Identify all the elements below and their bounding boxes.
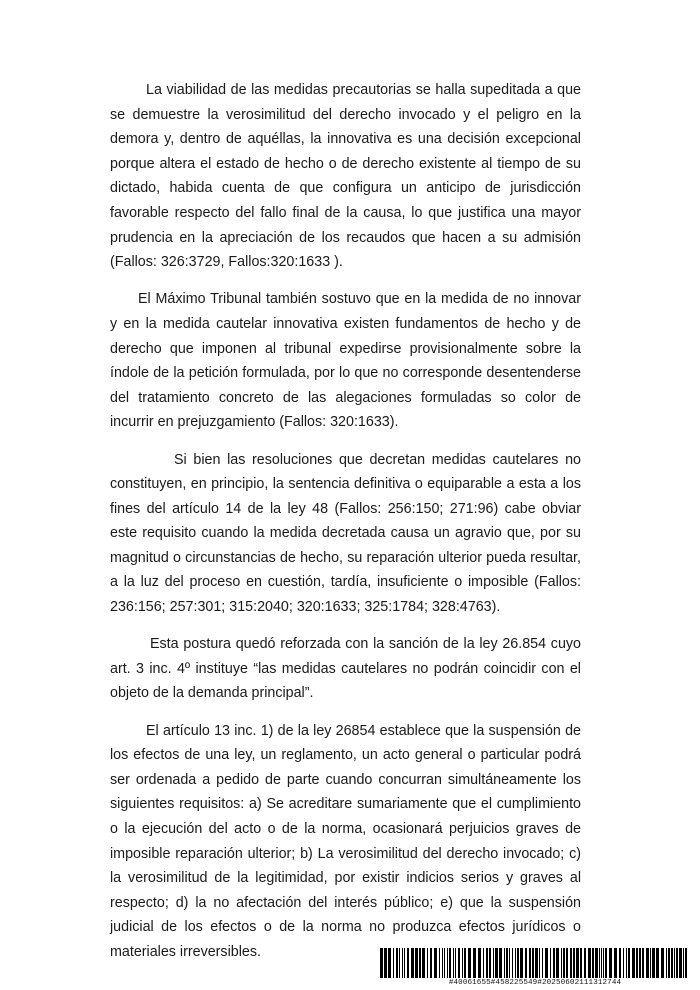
- barcode-bar: [646, 948, 649, 978]
- barcode-bar: [628, 948, 630, 978]
- barcode-bar: [605, 948, 607, 978]
- paragraph-3: Si bien las resoluciones que decretan medidas cautelares no constituyen, en principio, la sentencia definitiva o equiparable a esta a los fines del artículo 14 de la ley 48 (Fallos: 256:150; 271:96) cabe obviar este requisito cuando la medida decretada causa un agravio que, por su magnitud o circunstancias de hecho, su reparación ulterior pueda resultar, a la luz del proceso en cuestión, tardía, insuficiente o imposible (Fallos: 236:156; 257:301; 315:2040; 320:1633; 325:1784; 328:4763).: [110, 451, 581, 616]
- barcode-bar: [529, 948, 531, 978]
- paragraph-5: El artículo 13 inc. 1) de la ley 26854 establece que la suspensión de los efectos de una ley, un reglamento, un acto general o particular podrá ser ordenada a pedido de parte cuando concurran simultáneamente los siguientes requisitos: a) Se acreditare sumariamente que el cumplimiento o la ejecución del acto o de la norma, ocasionará perjuicios graves de imposible reparación ulterior; b) La verosimilitud del derecho invocado; c) la verosimilitud de la legitimidad, por existir indicios serios y graves al respecto; d) la no afectación del interés público; e) que la suspensión judicial de los efectos o de la norma no produzca efectos jurídicos o materiales irreversibles.: [110, 722, 581, 960]
- barcode-bar: [592, 948, 594, 978]
- barcode-bar: [588, 948, 591, 978]
- barcode-bar: [535, 948, 538, 978]
- barcode-bar: [473, 948, 476, 978]
- barcode-bar: [545, 948, 548, 978]
- barcode-bar: [573, 948, 575, 978]
- barcode-bar: [464, 948, 466, 978]
- barcode-bar: [623, 948, 624, 978]
- barcode-bar: [652, 948, 655, 978]
- barcode-bar: [639, 948, 641, 978]
- barcode-number: #40061655#458225549#20250602111312744: [448, 979, 622, 987]
- barcode-bar: [422, 948, 425, 978]
- barcode-bar: [580, 948, 582, 978]
- barcode-bar: [609, 948, 612, 978]
- barcode-bar: [495, 948, 498, 978]
- barcode-bar: [411, 948, 414, 978]
- barcode-bar: [489, 948, 491, 978]
- barcode-bar: [601, 948, 602, 978]
- barcode-bar: [642, 948, 644, 978]
- barcode-bar: [666, 948, 667, 978]
- barcode-bar: [685, 948, 687, 978]
- barcode-bar: [468, 948, 471, 978]
- barcode-bar: [632, 948, 635, 978]
- barcode-bar: [619, 948, 621, 978]
- barcode-bar: [674, 948, 675, 978]
- barcode-bar: [419, 948, 421, 978]
- barcode-bar: [442, 948, 443, 978]
- barcode-bar: [650, 948, 651, 978]
- barcode-bar: [415, 948, 418, 978]
- barcode-bar: [427, 948, 428, 978]
- barcode-bar: [576, 948, 579, 978]
- document-body: [110, 78, 581, 977]
- barcode-bar: [396, 948, 398, 978]
- barcode-bar: [532, 948, 534, 978]
- barcode-bar: [515, 948, 516, 978]
- barcode-bar: [566, 948, 568, 978]
- barcode-bar: [668, 948, 670, 978]
- paragraph-2: El Máximo Tribunal también sostuvo que en la medida de no innovar y en la medida cautelar innovativa existen fundamentos de hecho y de derecho que imponen al tribunal expedirse provisionalmente sobre la índole de la petición formulada, por lo que no corresponde desentenderse del tratamiento concreto de las alegaciones formuladas so color de incurrir en prejuzgamiento (Fallos: 320:1633).: [110, 291, 581, 431]
- barcode-bar: [453, 948, 454, 978]
- barcode-bar: [517, 948, 519, 978]
- barcode-bar: [393, 948, 394, 978]
- barcode-bar: [478, 948, 481, 978]
- barcode-bar: [683, 948, 684, 978]
- barcode-bar: [439, 948, 440, 978]
- barcode-bar: [614, 948, 617, 978]
- barcode-bar: [499, 948, 502, 978]
- barcode-bar: [434, 948, 437, 978]
- barcode-bar: [462, 948, 463, 978]
- barcode-bar: [636, 948, 638, 978]
- barcode-bar: [656, 948, 659, 978]
- barcode-bar: [384, 948, 387, 978]
- barcode-bar: [380, 948, 383, 978]
- barcode-bar: [553, 948, 555, 978]
- barcode-bar: [584, 948, 586, 978]
- barcode-bar: [506, 948, 508, 978]
- barcode-bar: [563, 948, 565, 978]
- barcode-bar: [512, 948, 513, 978]
- barcode-bar: [399, 948, 400, 978]
- barcode-bar: [603, 948, 604, 978]
- paragraph-4: Esta postura quedó reforzada con la sanción de la ley 26.854 cuyo art. 3 inc. 4º instituye “las medidas cautelares no podrán coincidir con el objeto de la demanda principal”.: [110, 636, 581, 702]
- barcode-bar: [449, 948, 451, 978]
- barcode-bar: [561, 948, 562, 978]
- barcode-bar: [570, 948, 572, 978]
- barcode-bar: [599, 948, 600, 978]
- barcode-bar: [486, 948, 488, 978]
- barcode-bar: [504, 948, 505, 978]
- barcode-bar: [407, 948, 409, 978]
- barcode-bar: [556, 948, 559, 978]
- barcode-bar: [525, 948, 527, 978]
- barcode-bar: [509, 948, 510, 978]
- barcode-graphic: [380, 948, 690, 978]
- barcode-bar: [550, 948, 551, 978]
- barcode-bar: [542, 948, 543, 978]
- document-barcode: [380, 948, 690, 988]
- barcode-bar: [402, 948, 403, 978]
- barcode-bar: [626, 948, 627, 978]
- barcode-bar: [458, 948, 460, 978]
- barcode-bar: [595, 948, 598, 978]
- barcode-bar: [661, 948, 664, 978]
- barcode-bar: [493, 948, 494, 978]
- barcode-bar: [444, 948, 445, 978]
- barcode-bar: [404, 948, 405, 978]
- barcode-bar: [388, 948, 391, 978]
- barcode-bar: [671, 948, 673, 978]
- barcode-bar: [676, 948, 678, 978]
- barcode-bar: [447, 948, 448, 978]
- barcode-bar: [483, 948, 484, 978]
- paragraph-1: La viabilidad de las medidas precautorias se halla supeditada a que se demuestre la verosimilitud del derecho invocado y el peligro en la demora y, dentro de aquéllas, la innovativa es una decisión excepcional porque altera el estado de hecho o de derecho existente al tiempo de su dictado, habida cuenta de que configura un anticipo de jurisdicción favorable respecto del fallo final de la causa, lo que justifica una mayor prudencia en la apreciación de los recaudos que hacen a su admisión (Fallos: 326:3729, Fallos:320:1633 ).: [110, 82, 581, 271]
- barcode-bar: [520, 948, 523, 978]
- barcode-bar: [455, 948, 456, 978]
- barcode-bar: [430, 948, 432, 978]
- barcode-bar: [539, 948, 540, 978]
- barcode-bar: [679, 948, 682, 978]
